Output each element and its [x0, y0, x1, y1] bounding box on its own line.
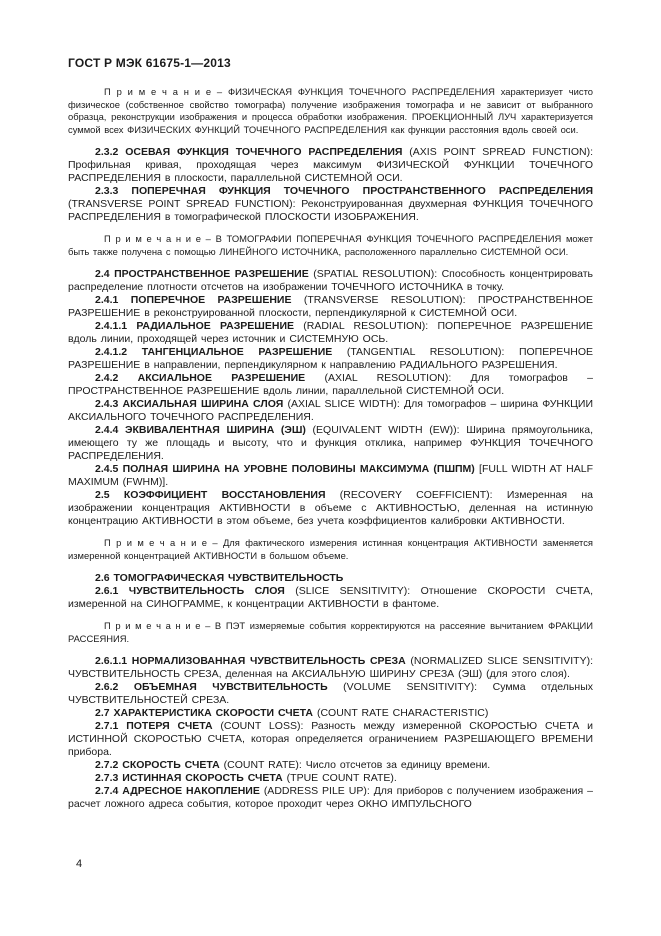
body-paragraph: [68, 772, 593, 785]
body-paragraph: [68, 720, 593, 759]
standard-title: ГОСТ Р МЭК 61675-1—2013: [68, 56, 231, 70]
term-label: 2.6.1 ЧУВСТВИТЕЛЬНОСТЬ СЛОЯ: [95, 585, 285, 597]
definition-text: (EQUIVALENT WIDTH (EW)): Ширина прямоугольника, имеющего ту же площадь и высоту, что и функция отклика, например ФУНКЦИЯ ТОЧЕЧНОГО РАСПРЕДЕЛЕНИЯ.: [68, 424, 593, 462]
definition-text: (SLICE SENSITIVITY): Отношение СКОРОСТИ СЧЕТА, измеренной на СИНОГРАММЕ, к концентрации АКТИВНОСТИ в фантоме.: [68, 585, 593, 610]
body-paragraph: [68, 294, 593, 320]
term-label: 2.6.2 ОБЪЕМНАЯ ЧУВСТВИТЕЛЬНОСТЬ: [95, 681, 328, 693]
term-label: 2.7.3 ИСТИННАЯ СКОРОСТЬ СЧЕТА: [95, 772, 283, 784]
term-label: 2.4.3 АКСИАЛЬНАЯ ШИРИНА СЛОЯ: [95, 398, 284, 410]
term-label: 2.4.1 ПОПЕРЕЧНОЕ РАЗРЕШЕНИЕ: [95, 294, 292, 306]
term-label: 2.4 ПРОСТРАНСТВЕННОЕ РАЗРЕШЕНИЕ: [95, 268, 309, 280]
term-label: 2.4.2 АКСИАЛЬНОЕ РАЗРЕШЕНИЕ: [95, 372, 306, 384]
body-paragraph: [68, 681, 593, 707]
term-label: 2.6 ТОМОГРАФИЧЕСКАЯ ЧУВСТВИТЕЛЬНОСТЬ: [95, 572, 344, 584]
page-content: [68, 56, 593, 811]
body-paragraph: [68, 489, 593, 528]
definition-text: (COUNT LOSS): Разность между измеренной СКОРОСТЬЮ СЧЕТА и ИСТИННОЙ СКОРОСТЬЮ СЧЕТА, которая определяется ограничением РАЗРЕШАЮЩЕГО ВРЕМЕНИ прибора.: [68, 720, 593, 758]
body-paragraph: [68, 572, 593, 585]
term-label: 2.4.1.2 ТАНГЕНЦИАЛЬНОЕ РАЗРЕШЕНИЕ: [95, 346, 333, 358]
definition-text: П р и м е ч а н и е – В ПЭТ измеряемые события корректируются на рассеяние вычитанием ФРАКЦИИ РАССЕЯНИЯ.: [68, 620, 593, 644]
definition-text: (TANGENTIAL RESOLUTION): ПОПЕРЕЧНОЕ РАЗРЕШЕНИЕ в направлении, перпендикулярном к направлению РАДИАЛЬНОГО РАЗРЕШЕНИЯ.: [68, 346, 593, 371]
definition-text: (TRANSVERSE POINT SPREAD FUNCTION): Реконструированная двухмерная ФУНКЦИЯ ТОЧЕЧНОГО РАСПРЕДЕЛЕНИЯ в томографической ПЛОСКОСТИ ИЗОБРАЖЕНИЯ.: [68, 198, 593, 223]
definition-text: (VOLUME SENSITIVITY): Сумма отдельных ЧУВСТВИТЕЛЬНОСТЕЙ СРЕЗА.: [68, 681, 593, 706]
note-paragraph: [68, 620, 593, 645]
term-label: 2.7.2 СКОРОСТЬ СЧЕТА: [95, 759, 220, 771]
body-paragraph: [68, 785, 593, 811]
body-paragraph: [68, 424, 593, 463]
definition-text: (RADIAL RESOLUTION): ПОПЕРЕЧНОЕ РАЗРЕШЕНИЕ вдоль линии, проходящей через источник и СИСТЕМНУЮ ОСЬ.: [68, 320, 593, 345]
definition-text: (AXIS POINT SPREAD FUNCTION): Профильная кривая, проходящая через максимум ФИЗИЧЕСКОЙ ФУНКЦИИ ТОЧЕЧНОГО РАСПРЕДЕЛЕНИЯ в плоскости, параллельной СИСТЕМНОЙ ОСИ.: [68, 146, 593, 184]
definition-text: [FULL WIDTH AT HALF MAXIMUM (FWHM)].: [68, 463, 593, 488]
body-paragraph: [68, 463, 593, 489]
definition-text: П р и м е ч а н и е – Для фактического измерения истинная концентрация АКТИВНОСТИ заменяется измеренной концентрацией АКТИВНОСТИ в большом объеме.: [68, 537, 593, 561]
definition-text: (NORMALIZED SLICE SENSITIVITY): ЧУВСТВИТЕЛЬНОСТЬ СРЕЗА, деленная на АКСИАЛЬНУЮ ШИРИНУ СРЕЗА (ЭШ) (для этого слоя).: [68, 655, 593, 680]
term-label: 2.5 КОЭФФИЦИЕНТ ВОССТАНОВЛЕНИЯ: [95, 489, 326, 501]
definition-text: (COUNT RATE CHARACTERISTIC): [313, 707, 489, 719]
definition-text: (COUNT RATE): Число отсчетов за единицу времени.: [219, 759, 491, 771]
definition-text: (AXIAL RESOLUTION): Для томографов – ПРОСТРАНСТВЕННОЕ РАЗРЕШЕНИЕ вдоль линии, параллельной СИСТЕМНОЙ ОСИ.: [68, 372, 593, 397]
body-paragraph: [68, 759, 593, 772]
note-paragraph: [68, 233, 593, 258]
definition-text: (RECOVERY COEFFICIENT): Измеренная на изображении концентрация АКТИВНОСТИ в объеме с АКТИВНОСТЬЮ, деленная на истинную концентрацию АКТИВНОСТИ в этом объеме, без учета коэффициентов калибровки АКТИВНОСТИ.: [68, 489, 593, 527]
body-paragraph: [68, 655, 593, 681]
definition-text: (TPUE COUNT RATE).: [282, 772, 397, 784]
definition-text: П р и м е ч а н и е – ФИЗИЧЕСКАЯ ФУНКЦИЯ ТОЧЕЧНОГО РАСПРЕДЕЛЕНИЯ характеризует чисто физическое (собственное свойство томографа) получение изображения томографа и не зависит от выбранного образца, реконструкции изображения и процесса обработки изображения. ПРОЕКЦИОННЫЙ ЛУЧ характеризуется суммой всех ФИЗИЧЕСКИХ ФУНКЦИЙ ТОЧЕЧНОГО РАСПРЕДЕЛЕНИЯ как функции расстояния вдоль своей оси.: [68, 86, 593, 135]
body-paragraph: [68, 372, 593, 398]
term-label: 2.6.1.1 НОРМАЛИЗОВАННАЯ ЧУВСТВИТЕЛЬНОСТЬ СРЕЗА: [95, 655, 406, 667]
term-label: 2.4.4 ЭКВИВАЛЕНТНАЯ ШИРИНА (ЭШ): [95, 424, 306, 436]
body-paragraph: [68, 398, 593, 424]
definition-text: (TRANSVERSE RESOLUTION): ПРОСТРАНСТВЕННОЕ РАЗРЕШЕНИЕ в реконструированной плоскости, перпендикулярной к СИСТЕМНОЙ ОСИ.: [68, 294, 593, 319]
term-label: 2.7.4 АДРЕСНОЕ НАКОПЛЕНИЕ: [95, 785, 260, 797]
definition-text: (AXIAL SLICE WIDTH): Для томографов – ширина ФУНКЦИИ АКСИАЛЬНОГО ТОЧЕЧНОГО РАСПРЕДЕЛЕНИЯ.: [68, 398, 593, 423]
definition-text: (ADDRESS PILE UP): Для приборов с получением изображения – расчет ложного адреса события, которое проходит через ОКНО ИМПУЛЬСНОГО: [68, 785, 593, 810]
term-label: 2.4.5 ПОЛНАЯ ШИРИНА НА УРОВНЕ ПОЛОВИНЫ МАКСИМУМА (ПШПМ): [95, 463, 475, 475]
body-paragraph: [68, 346, 593, 372]
term-label: 2.3.3 ПОПЕРЕЧНАЯ ФУНКЦИЯ ТОЧЕЧНОГО ПРОСТРАНСТВЕННОГО РАСПРЕДЕЛЕНИЯ: [95, 185, 593, 197]
definition-text: (SPATIAL RESOLUTION): Способность концентрировать распределение плотности отсчетов на изображении ТОЧЕЧНОГО ИСТОЧНИКА в точку.: [68, 268, 594, 293]
term-label: 2.7.1 ПОТЕРЯ СЧЕТА: [95, 720, 213, 732]
term-label: 2.3.2 ОСЕВАЯ ФУНКЦИЯ ТОЧЕЧНОГО РАСПРЕДЕЛЕНИЯ: [95, 146, 403, 158]
body-paragraph: [68, 320, 593, 346]
term-label: 2.4.1.1 РАДИАЛЬНОЕ РАЗРЕШЕНИЕ: [95, 320, 294, 332]
term-label: 2.7 ХАРАКТЕРИСТИКА СКОРОСТИ СЧЕТА: [95, 707, 314, 719]
body-paragraph: [68, 585, 593, 611]
body-paragraph: [68, 268, 593, 294]
note-paragraph: [68, 537, 593, 562]
note-paragraph: [68, 86, 593, 136]
paragraphs-container: [68, 86, 593, 811]
body-paragraph: [68, 146, 593, 185]
definition-text: П р и м е ч а н и е – В ТОМОГРАФИИ ПОПЕРЕЧНАЯ ФУНКЦИЯ ТОЧЕЧНОГО РАСПРЕДЕЛЕНИЯ может быть также получена с помощью ЛИНЕЙНОГО ИСТОЧНИКА, расположенного параллельно СИСТЕМНОЙ ОСИ.: [68, 233, 593, 257]
body-paragraph: [68, 185, 593, 224]
body-paragraph: [68, 707, 593, 720]
page-number: 4: [76, 858, 83, 870]
